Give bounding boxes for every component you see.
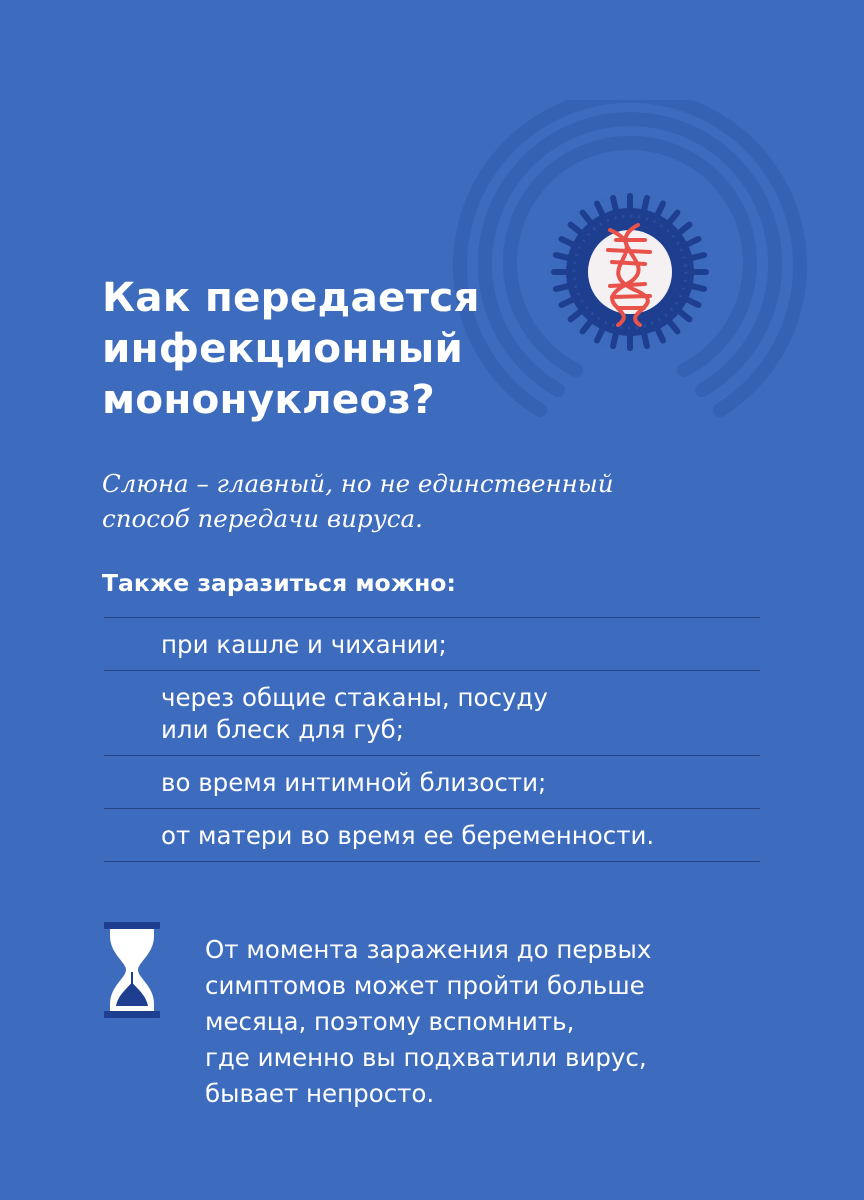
list-heading: Также заразиться можно: (102, 569, 456, 597)
note-line: где именно вы подхватили вирус, (205, 1043, 647, 1072)
list-item: во время интимной близости; (104, 756, 760, 809)
virus-spike (613, 198, 616, 212)
virus-spike (644, 198, 647, 212)
page-title (102, 272, 562, 425)
note-line: месяца, поэтому вспомнить, (205, 1007, 575, 1036)
list-item: от матери во время ее беременности. (104, 809, 760, 862)
virus-spike (556, 255, 570, 258)
list-item: при кашле и чихании; (104, 618, 760, 671)
incubation-note (205, 932, 805, 1112)
subtitle-line: Слюна – главный, но не единственный (102, 469, 614, 498)
note-line: От момента заражения до первых (205, 935, 652, 964)
subtitle-line: способ передачи вируса. (102, 504, 423, 533)
hourglass-icon (104, 922, 160, 1018)
virus-spike (690, 255, 704, 258)
note-line: бывает непросто. (205, 1079, 435, 1108)
subtitle (102, 466, 802, 536)
title-line: Как передается (102, 273, 480, 321)
list-item: через общие стаканы, посуду или блеск для губ; (104, 671, 760, 756)
note-line: симптомов может пройти больше (205, 971, 645, 1000)
transmission-list (104, 617, 760, 862)
title-line: мононуклеоз? (102, 375, 435, 423)
title-line: инфекционный (102, 324, 464, 372)
virus-spike (644, 332, 647, 346)
virus-spike (613, 332, 616, 346)
virus-spike (690, 286, 704, 289)
